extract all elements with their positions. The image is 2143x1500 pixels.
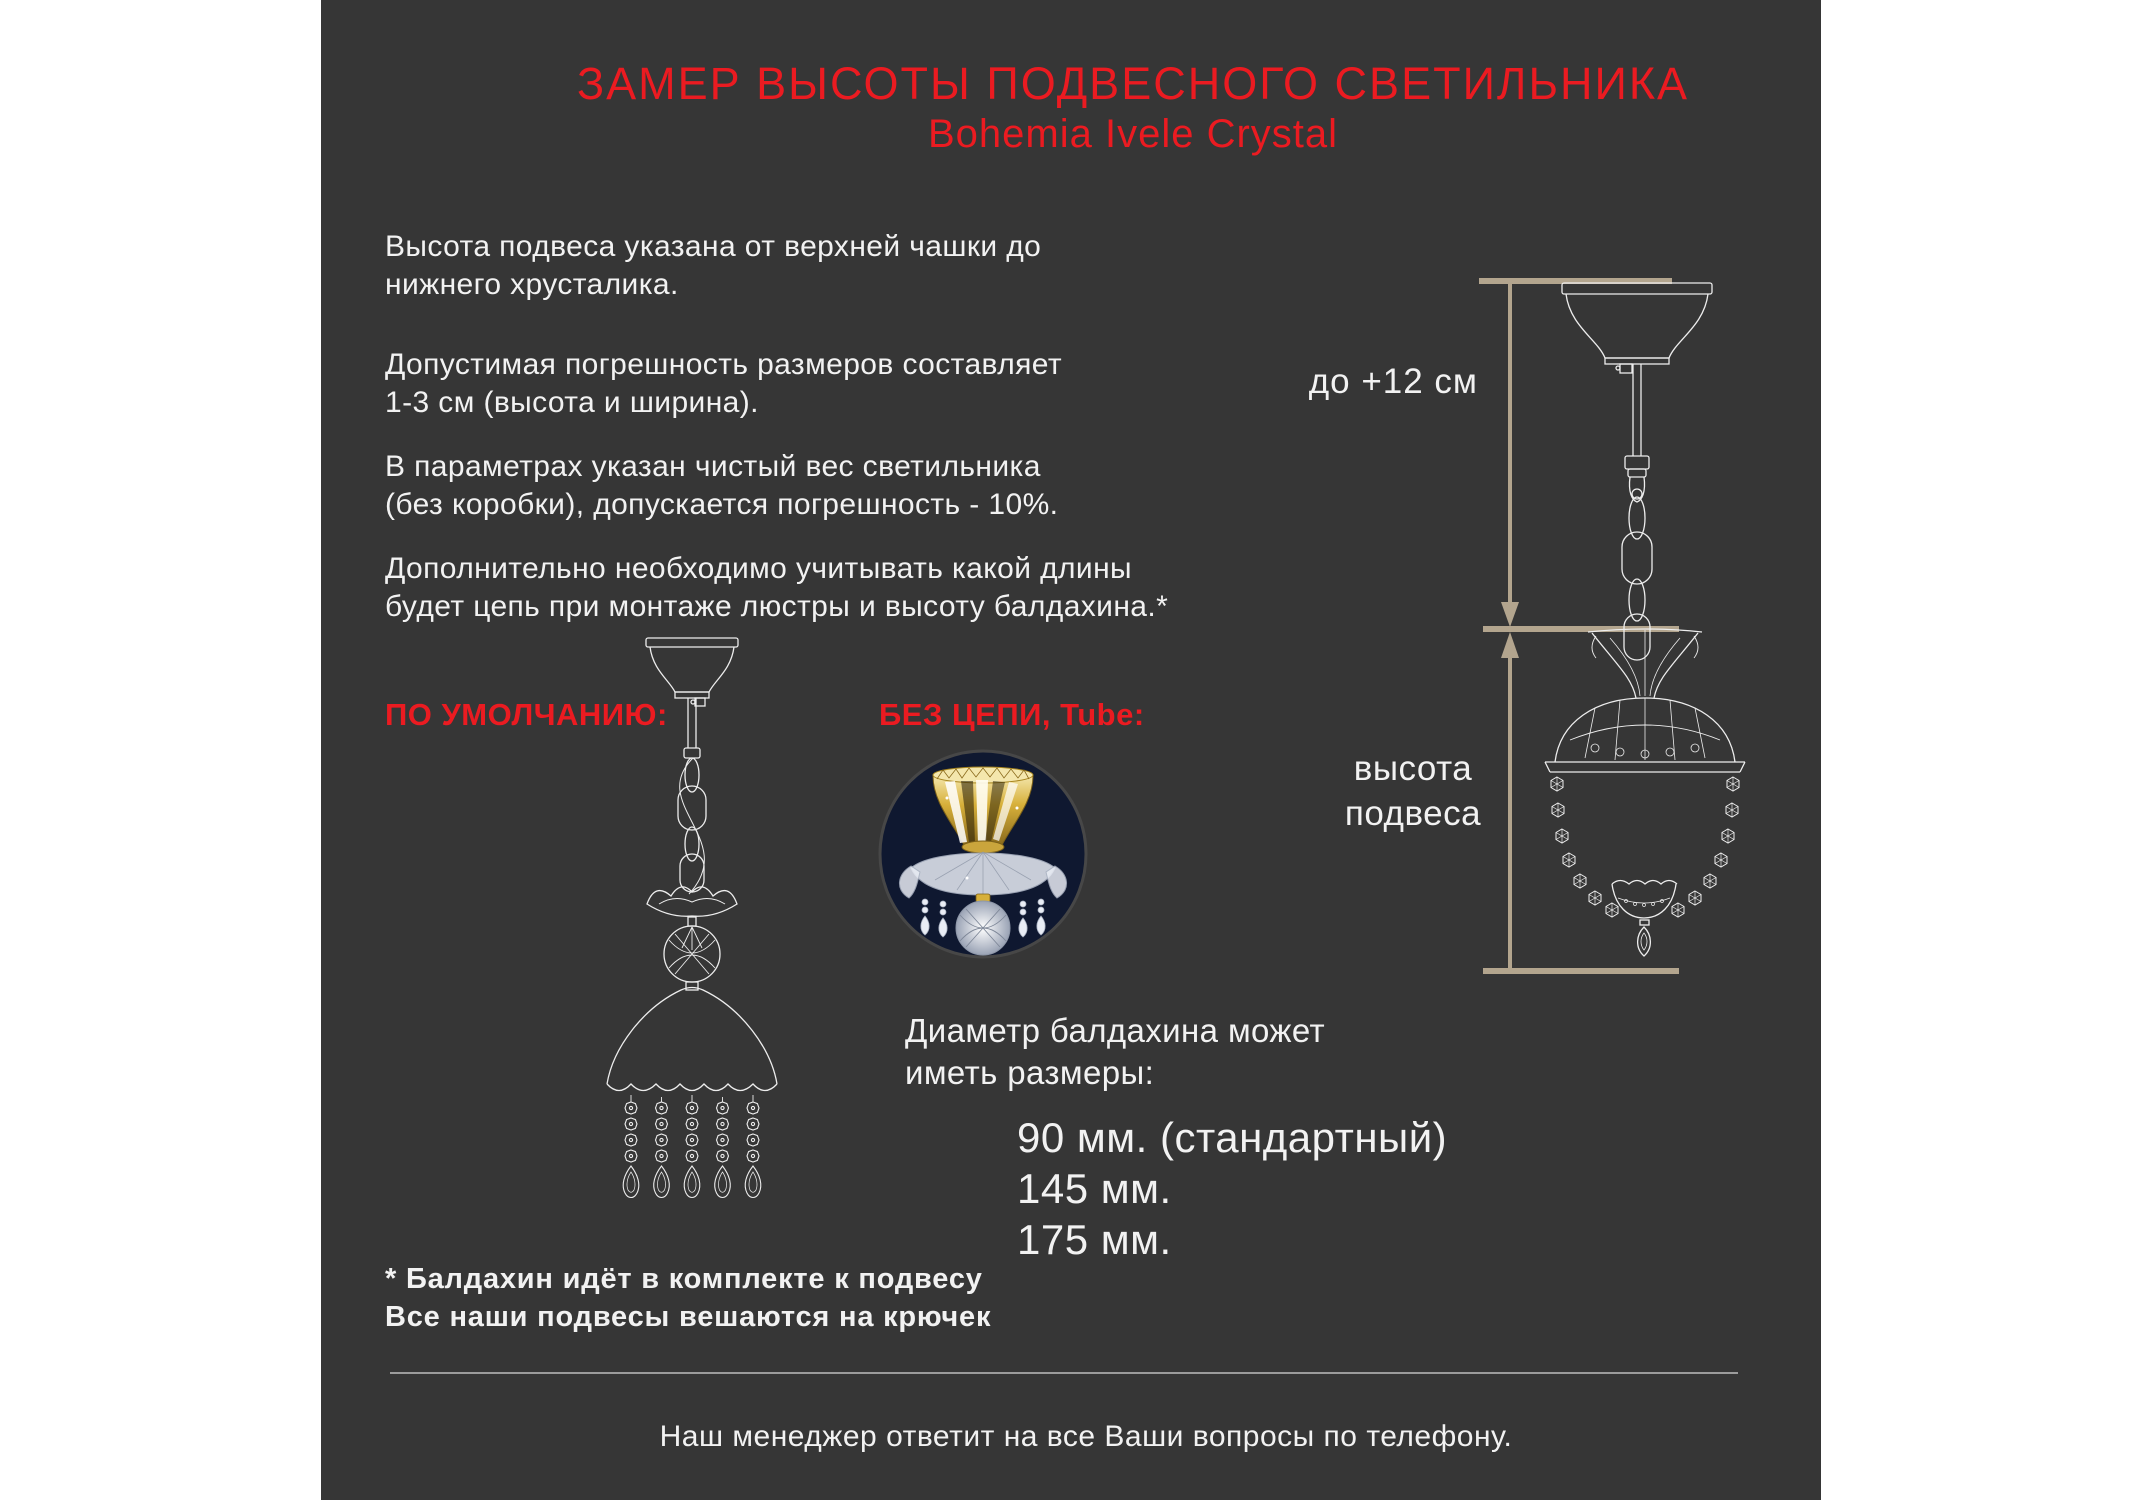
measurement-diagram — [1460, 270, 1800, 990]
page-title: ЗАМЕР ВЫСОТЫ ПОДВЕСНОГО СВЕТИЛЬНИКА — [576, 58, 1690, 109]
dark-panel — [321, 0, 1821, 1500]
paragraph-chain-note: Дополнительно необходимо учитывать какой длины будет цепь при монтаже люстры и высоту балдахина.* — [385, 552, 1169, 623]
dimension-lines — [1479, 281, 1679, 971]
default-pendant-drawing — [589, 636, 791, 1230]
pendant-height-dimension-label: высота подвеса — [1344, 749, 1482, 833]
paragraph-height-note: Высота подвеса указана от верхней чашки до нижнего хрусталика. — [385, 230, 1042, 301]
arrow-down-icon — [1501, 602, 1519, 627]
pendant-drawing — [1545, 283, 1745, 956]
footer-text: Наш менеджер ответит на все Ваши вопросы по телефону. — [659, 1420, 1513, 1453]
chain-links — [678, 758, 706, 892]
chain-length-dimension-label: до +12 см — [1308, 362, 1478, 401]
brand-subtitle: Bohemia Ivele Crystal — [927, 112, 1339, 156]
dome-shade — [607, 988, 777, 1091]
crystal-ball — [664, 926, 720, 982]
arrow-up-icon — [1501, 632, 1519, 658]
canopy-size-list — [1017, 1112, 1447, 1265]
ceiling-cup — [646, 638, 738, 647]
intro-text — [385, 228, 1168, 652]
footnote: * Балдахин идёт в комплекте к подвесу Все наши подвесы вешаются на крючек — [385, 1263, 992, 1333]
power-wire — [680, 758, 705, 894]
canopy-size-item: 90 мм. (стандартный) — [1017, 1114, 1448, 1161]
crystal-strands — [623, 1095, 761, 1198]
canopy-size-item: 145 мм. — [1017, 1165, 1172, 1212]
footer-divider — [390, 1372, 1738, 1374]
default-section-label: ПО УМОЛЧАНИЮ: — [385, 697, 668, 732]
canopy-size-item: 175 мм. — [1017, 1216, 1172, 1263]
paragraph-weight-note: В параметрах указан чистый вес светильника (без коробки), допускается погрешность - 10%. — [385, 450, 1059, 521]
tube-section-label: БЕЗ ЦЕПИ, Tube: — [879, 697, 1145, 732]
canopy-diameter-text: Диаметр балдахина может иметь размеры: — [905, 1012, 1326, 1091]
crystal-bead-swags — [1551, 777, 1739, 917]
chandelier-photo — [877, 748, 1089, 960]
paragraph-tolerance-note: Допустимая погрешность размеров составляет 1-3 см (высота и ширина). — [385, 348, 1062, 419]
